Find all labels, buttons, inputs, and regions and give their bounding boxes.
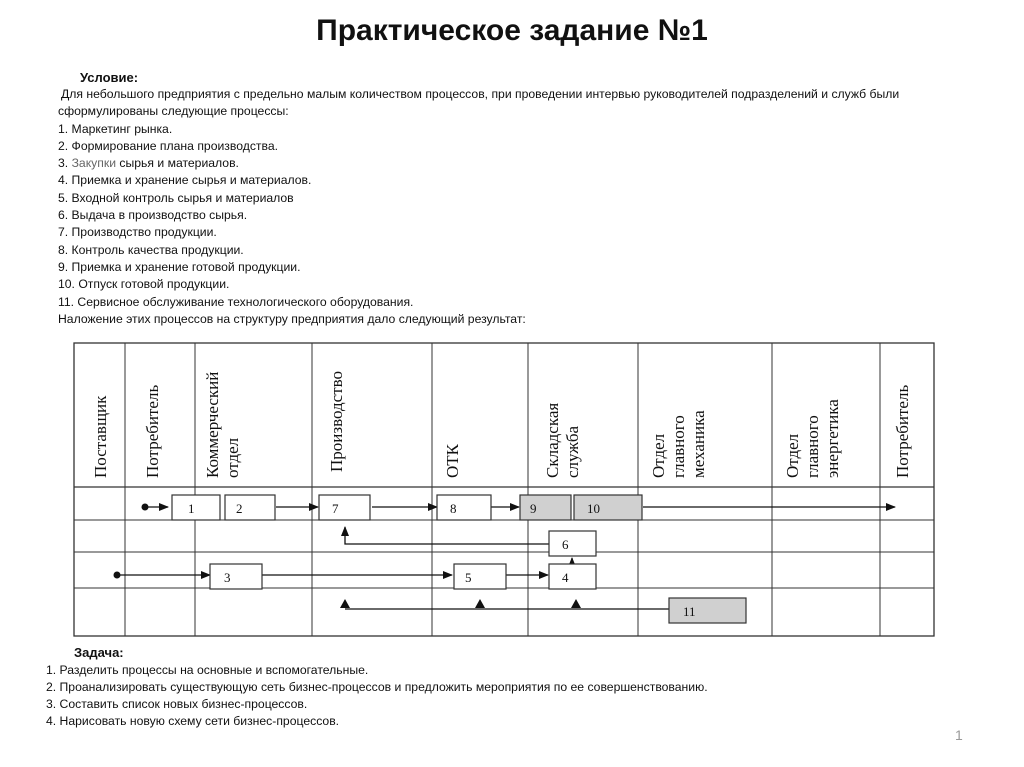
column-header-warehouse-line: Складская (543, 402, 562, 478)
svg-text:1: 1 (188, 501, 195, 516)
process-item: 8. Контроль качества продукции. (58, 242, 244, 257)
column-header-chief-power-engineer-line: Отдел (783, 433, 802, 478)
process-box-3 (210, 564, 262, 589)
process-item: 4. Приемка и хранение сырья и материалов. (58, 173, 312, 188)
process-box-1 (172, 495, 220, 520)
task-list (46, 662, 708, 730)
process-box-8 (437, 495, 491, 520)
service-marker-production (340, 599, 350, 608)
process-box-11 (669, 598, 746, 623)
condition-intro: Для небольшого предприятия с предельно малым количеством процессов, при проведении интервью руководителей подразделений и служб были сформулированы следующие процессы: (58, 87, 900, 119)
task-item: 3. Составить список новых бизнес-процессов. (46, 697, 308, 711)
column-header-consumer: Потребитель (143, 384, 162, 478)
column-header-chief-mechanic (649, 410, 708, 478)
process-item: 10. Отпуск готовой продукции. (58, 277, 230, 292)
svg-text:11: 11 (683, 604, 696, 619)
flow-start-dot (142, 504, 149, 511)
flow-arrow-6-to-7 (345, 527, 549, 544)
svg-text:5: 5 (465, 570, 472, 585)
svg-text:6: 6 (562, 537, 569, 552)
column-header-commercial-dept-line: Коммерческий (203, 371, 222, 478)
svg-text:2: 2 (236, 501, 243, 516)
process-box-5 (454, 564, 506, 589)
column-header-chief-mechanic-line: Отдел (649, 433, 668, 478)
process-link-word: Закупки (71, 156, 117, 171)
process-item: 2. Формирование плана производства. (58, 138, 279, 153)
process-box-6 (549, 531, 596, 556)
condition-conclusion: Наложение этих процессов на структуру предприятия дало следующий результат: (58, 311, 526, 326)
column-header-production: Производство (327, 370, 346, 472)
task-item: 4. Нарисовать новую схему сети бизнес-процессов. (46, 714, 340, 728)
process-rest: сырья и материалов. (116, 156, 239, 171)
column-header-chief-power-engineer-line: энергетика (823, 399, 842, 478)
column-header-consumer-end: Потребитель (893, 384, 912, 478)
service-marker-warehouse (571, 599, 581, 608)
column-header-commercial-dept-line: отдел (223, 437, 242, 478)
svg-text:4: 4 (562, 570, 569, 585)
slide-title: Практическое задание №1 (316, 14, 708, 47)
process-box-10 (574, 495, 642, 520)
process-number: 3. (58, 156, 72, 171)
svg-text:3: 3 (224, 570, 231, 585)
process-box-7 (319, 495, 370, 520)
column-header-commercial-dept (203, 372, 242, 478)
column-header-warehouse (543, 403, 582, 478)
column-header-qc: ОТК (443, 444, 462, 478)
column-header-chief-mechanic-line: механика (689, 410, 708, 478)
column-header-chief-mechanic-line: главного (669, 415, 688, 478)
task-label: Задача: (74, 645, 124, 660)
column-header-warehouse-line: служба (563, 425, 582, 478)
service-marker-qc (475, 599, 485, 608)
column-header-chief-power-engineer (783, 399, 842, 478)
column-header-supplier: Поставщик (91, 395, 110, 478)
process-box-2 (225, 495, 275, 520)
task-item: 1. Разделить процессы на основные и вспомогательные. (46, 663, 369, 677)
svg-text:7: 7 (332, 501, 339, 516)
page-number: 1 (955, 727, 963, 743)
process-item: 11. Сервисное обслуживание технологического оборудования. (58, 294, 414, 309)
process-item: 9. Приемка и хранение готовой продукции. (58, 259, 301, 274)
process-box-4 (549, 564, 596, 589)
column-header-chief-power-engineer-line: главного (803, 415, 822, 478)
service-markers (340, 599, 581, 608)
process-item: 5. Входной контроль сырья и материалов (58, 190, 294, 205)
flow-arrows (118, 507, 895, 609)
svg-text:8: 8 (450, 501, 457, 516)
flow-start-dot (114, 572, 121, 579)
svg-text:10: 10 (587, 501, 600, 516)
process-item: 7. Производство продукции. (58, 225, 217, 240)
task-item: 2. Проанализировать существующую сеть бизнес-процессов и предложить мероприятия по ее совершенствованию. (46, 680, 708, 694)
condition-label: Условие: (80, 70, 139, 85)
svg-text:9: 9 (530, 501, 537, 516)
process-item: 6. Выдача в производство сырья. (58, 208, 248, 223)
process-box-9 (520, 495, 571, 520)
process-item: 1. Маркетинг рынка. (58, 121, 173, 136)
